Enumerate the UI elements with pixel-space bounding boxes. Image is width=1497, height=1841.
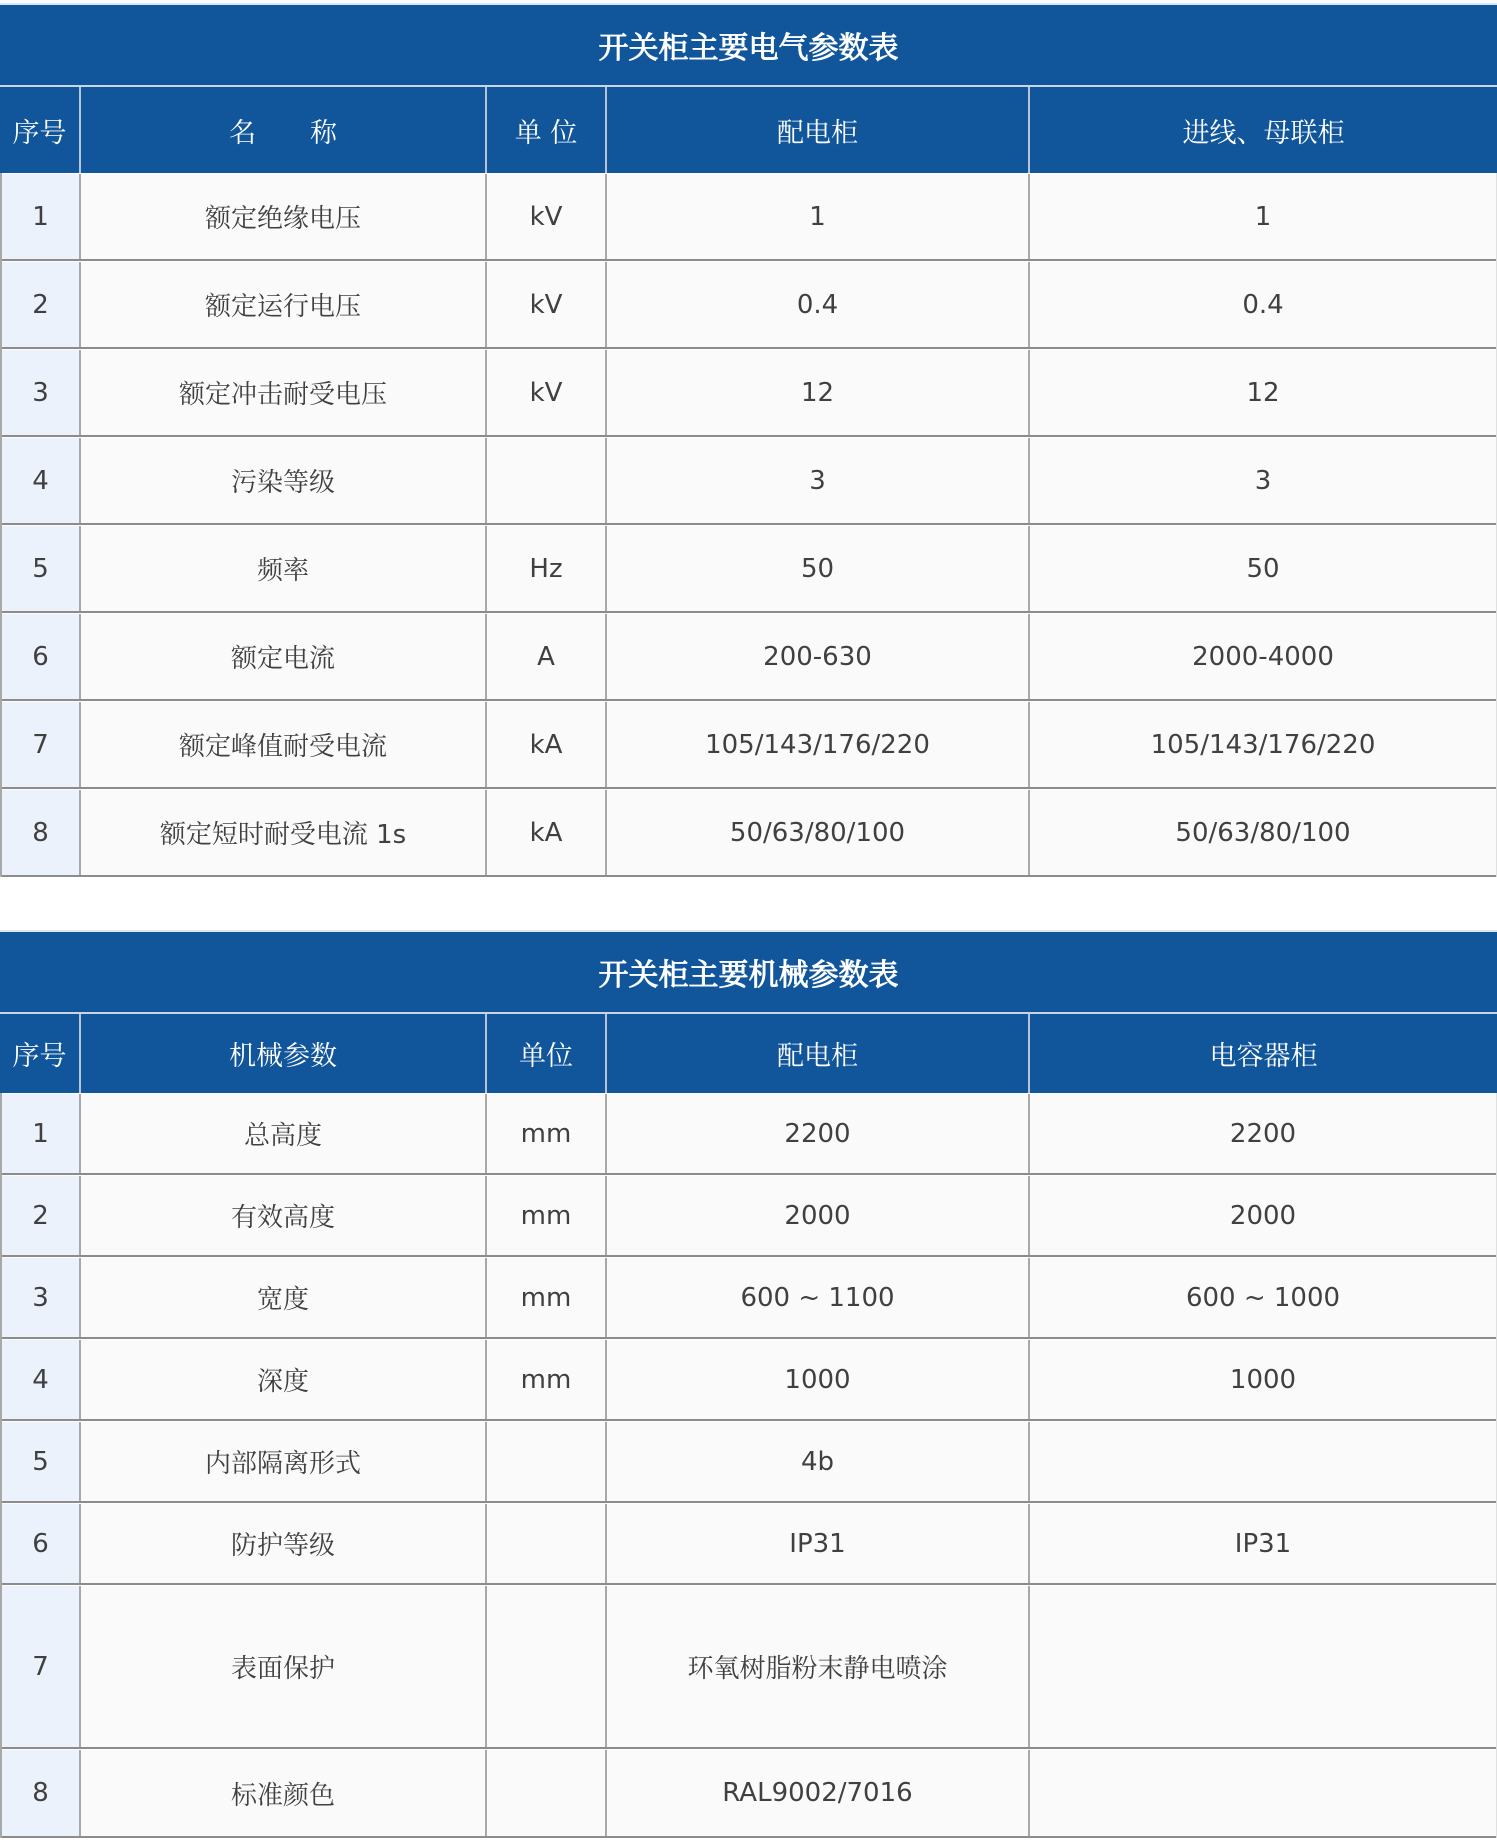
column-header-0: 序号 xyxy=(0,1014,81,1093)
data-cell xyxy=(487,1504,607,1583)
data-cell: IP31 xyxy=(1030,1504,1496,1583)
data-cell: 额定运行电压 xyxy=(81,262,487,347)
data-cell xyxy=(1030,1586,1496,1747)
electrical-parameters-table xyxy=(0,3,1497,877)
data-cell: mm xyxy=(487,1094,607,1173)
data-cell: 环氧树脂粉末静电喷涂 xyxy=(607,1586,1030,1747)
data-cell: kA xyxy=(487,790,607,875)
data-cell: 额定冲击耐受电压 xyxy=(81,350,487,435)
table-row xyxy=(2,1339,1496,1421)
mechanical-table-header xyxy=(0,1012,1497,1093)
data-cell: 2000 xyxy=(1030,1176,1496,1255)
table-row xyxy=(2,1503,1496,1585)
data-cell: 2000-4000 xyxy=(1030,614,1496,699)
electrical-table-header xyxy=(0,85,1497,173)
row-index-cell: 8 xyxy=(2,790,81,875)
data-cell: 额定短时耐受电流 1s xyxy=(81,790,487,875)
row-index-cell: 7 xyxy=(2,1586,81,1747)
data-cell: kA xyxy=(487,702,607,787)
data-cell xyxy=(1030,1750,1496,1836)
data-cell: 50 xyxy=(607,526,1030,611)
table-title-text: 开关柜主要机械参数表 xyxy=(598,958,899,993)
data-cell: 12 xyxy=(607,350,1030,435)
column-header-3: 配电柜 xyxy=(607,1014,1030,1093)
data-cell: 50 xyxy=(1030,526,1496,611)
row-index-cell: 8 xyxy=(2,1750,81,1836)
table-row xyxy=(2,1257,1496,1339)
data-cell: A xyxy=(487,614,607,699)
row-index-cell: 1 xyxy=(2,1094,81,1173)
column-header-1: 机械参数 xyxy=(81,1014,487,1093)
column-header-0: 序号 xyxy=(0,87,81,173)
row-index-cell: 6 xyxy=(2,614,81,699)
table-row xyxy=(2,1585,1496,1749)
data-cell: 1 xyxy=(607,174,1030,259)
table-title-text: 开关柜主要电气参数表 xyxy=(598,31,899,66)
table-row xyxy=(2,525,1496,613)
data-cell: Hz xyxy=(487,526,607,611)
data-cell: 3 xyxy=(1030,438,1496,523)
table-row xyxy=(2,437,1496,525)
row-index-cell: 2 xyxy=(2,1176,81,1255)
data-cell: 额定电流 xyxy=(81,614,487,699)
data-cell: 0.4 xyxy=(1030,262,1496,347)
table-row xyxy=(2,701,1496,789)
data-cell xyxy=(487,1750,607,1836)
mechanical-parameters-table xyxy=(0,930,1497,1838)
column-header-4: 进线、母联柜 xyxy=(1182,117,1345,149)
data-cell: 200-630 xyxy=(607,614,1030,699)
data-cell: 表面保护 xyxy=(81,1586,487,1747)
electrical-table-body xyxy=(0,173,1497,877)
data-cell: IP31 xyxy=(607,1504,1030,1583)
data-cell: kV xyxy=(487,350,607,435)
data-cell: 50/63/80/100 xyxy=(1030,790,1496,875)
data-cell: mm xyxy=(487,1340,607,1419)
data-cell: 1000 xyxy=(1030,1340,1496,1419)
table-row xyxy=(2,1421,1496,1503)
data-cell: 宽度 xyxy=(81,1258,487,1337)
row-index-cell: 6 xyxy=(2,1504,81,1583)
data-cell: 标准颜色 xyxy=(81,1750,487,1836)
table-title-mechanical xyxy=(0,930,1497,1012)
data-cell: kV xyxy=(487,262,607,347)
column-header-2: 单 位 xyxy=(487,87,607,173)
data-cell: 2200 xyxy=(607,1094,1030,1173)
data-cell xyxy=(487,438,607,523)
data-cell: 50/63/80/100 xyxy=(607,790,1030,875)
data-cell: 防护等级 xyxy=(81,1504,487,1583)
row-index-cell: 1 xyxy=(2,174,81,259)
mechanical-table-body xyxy=(0,1093,1497,1838)
table-row xyxy=(2,1749,1496,1838)
row-index-cell: 2 xyxy=(2,262,81,347)
data-cell: 12 xyxy=(1030,350,1496,435)
data-cell xyxy=(487,1422,607,1501)
data-cell: 0.4 xyxy=(607,262,1030,347)
row-index-cell: 3 xyxy=(2,350,81,435)
data-cell: 105/143/176/220 xyxy=(1030,702,1496,787)
data-cell: 1000 xyxy=(607,1340,1030,1419)
data-cell xyxy=(487,1586,607,1747)
column-header-4: 电容器柜 xyxy=(1209,1041,1318,1072)
data-cell xyxy=(1030,1422,1496,1501)
data-cell: 深度 xyxy=(81,1340,487,1419)
data-cell: RAL9002/7016 xyxy=(607,1750,1030,1836)
table-row xyxy=(2,613,1496,701)
table-row xyxy=(2,349,1496,437)
data-cell: 600 ~ 1100 xyxy=(607,1258,1030,1337)
data-cell: 1 xyxy=(1030,174,1496,259)
table-row xyxy=(2,261,1496,349)
row-index-cell: 7 xyxy=(2,702,81,787)
column-header-1: 名 称 xyxy=(81,87,487,173)
column-header-2: 单位 xyxy=(487,1014,607,1093)
row-index-cell: 5 xyxy=(2,1422,81,1501)
table-row xyxy=(2,789,1496,877)
data-cell: 频率 xyxy=(81,526,487,611)
table-title-electrical xyxy=(0,3,1497,85)
data-cell: 额定峰值耐受电流 xyxy=(81,702,487,787)
data-cell: 污染等级 xyxy=(81,438,487,523)
data-cell: 2200 xyxy=(1030,1094,1496,1173)
row-index-cell: 4 xyxy=(2,1340,81,1419)
data-cell: 4b xyxy=(607,1422,1030,1501)
row-index-cell: 3 xyxy=(2,1258,81,1337)
tables-gap xyxy=(0,877,1497,930)
table-row xyxy=(2,1093,1496,1175)
table-row xyxy=(2,1175,1496,1257)
data-cell: 600 ~ 1000 xyxy=(1030,1258,1496,1337)
data-cell: kV xyxy=(487,174,607,259)
data-cell: 有效高度 xyxy=(81,1176,487,1255)
table-row xyxy=(2,173,1496,261)
data-cell: mm xyxy=(487,1258,607,1337)
row-index-cell: 5 xyxy=(2,526,81,611)
data-cell: 3 xyxy=(607,438,1030,523)
column-header-3: 配电柜 xyxy=(607,87,1030,173)
data-cell: 总高度 xyxy=(81,1094,487,1173)
data-cell: mm xyxy=(487,1176,607,1255)
data-cell: 2000 xyxy=(607,1176,1030,1255)
data-cell: 额定绝缘电压 xyxy=(81,174,487,259)
data-cell: 内部隔离形式 xyxy=(81,1422,487,1501)
data-cell: 105/143/176/220 xyxy=(607,702,1030,787)
row-index-cell: 4 xyxy=(2,438,81,523)
